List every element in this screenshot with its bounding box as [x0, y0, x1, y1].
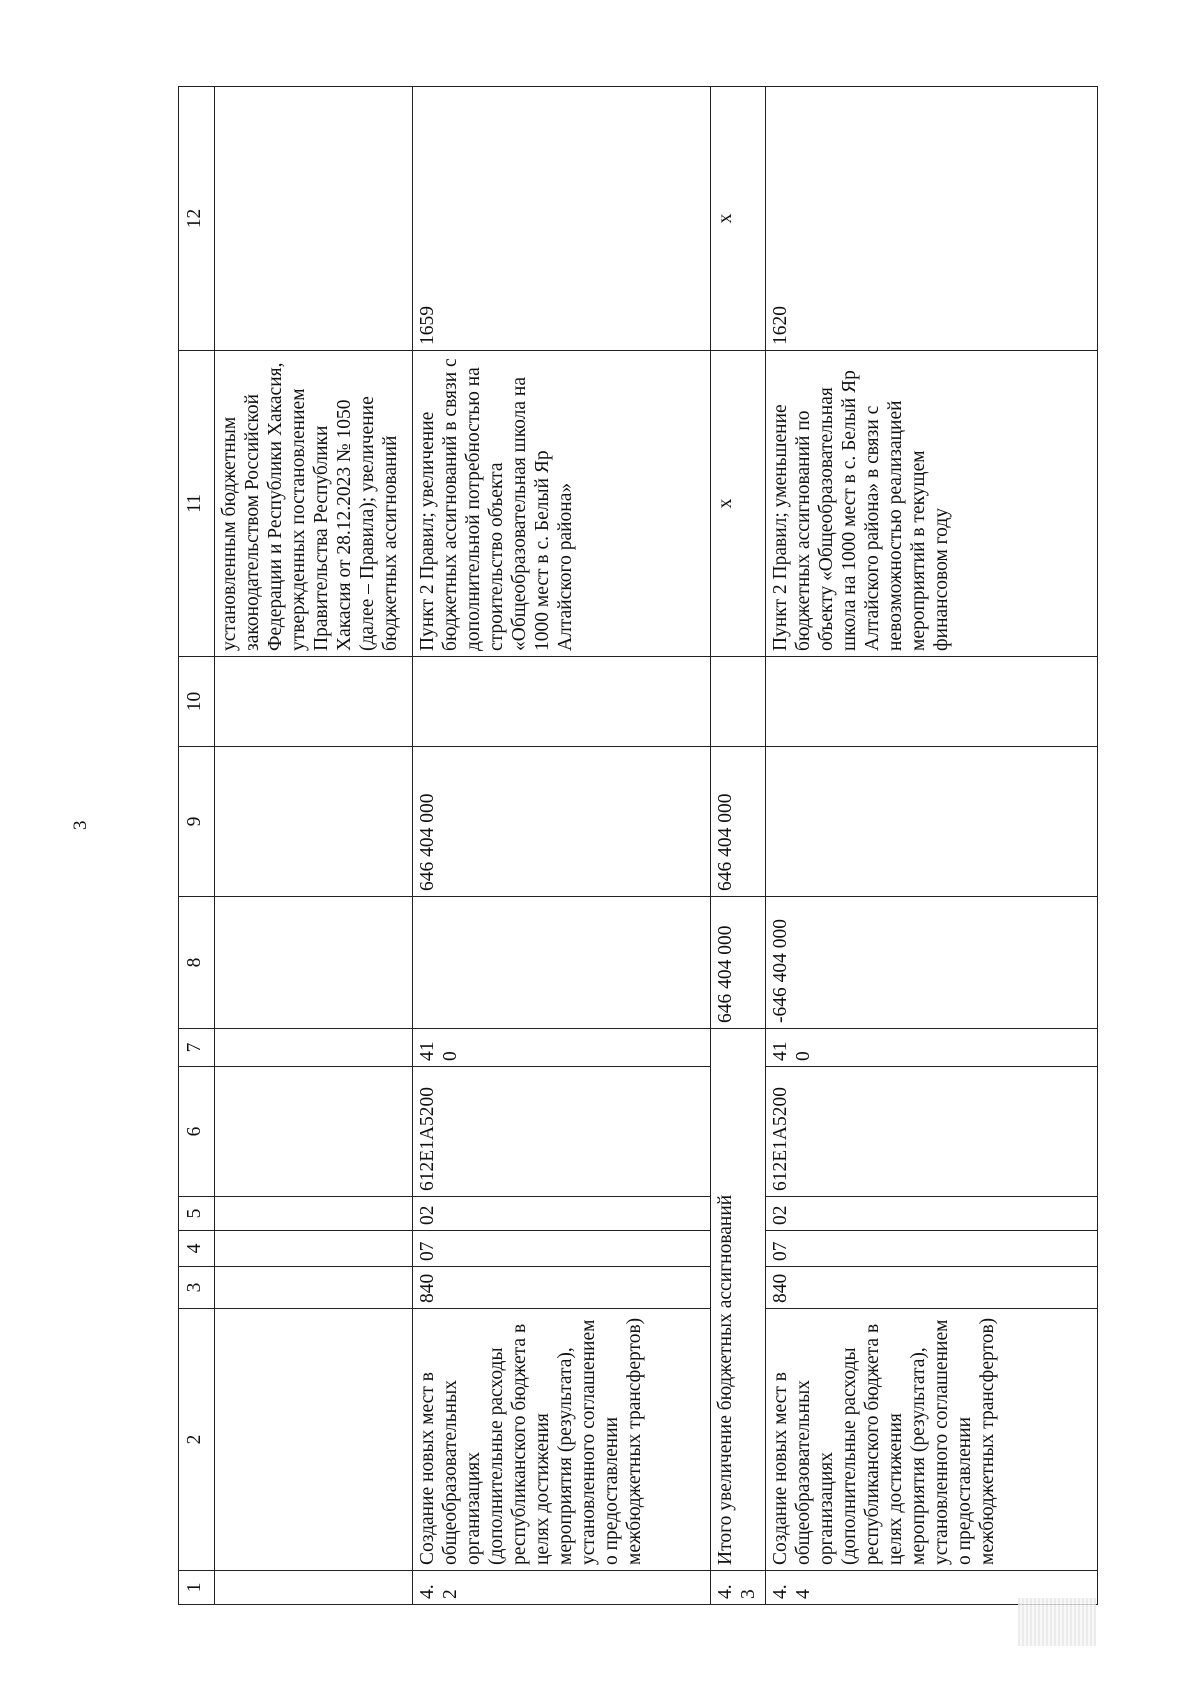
code-section: 07 [413, 1231, 711, 1267]
table-row-4-2 [413, 87, 711, 1605]
total-col-9: 646 404 000 [711, 747, 766, 897]
header-cell-8: 8 [179, 897, 215, 1029]
header-cell-5: 5 [179, 1197, 215, 1231]
code-section: 07 [766, 1231, 1098, 1267]
table-row-4-3 [711, 87, 766, 1605]
reference-number: 1659 [413, 87, 711, 351]
basis-text: Пункт 2 Правил; уменьшение бюджетных ассигнований по объекту «Общеобразовательная школа на 1000 мест в с. Белый Яр Алтайского района» в связи с невозможностью реализацией мероприятий в текущем финансовом году [766, 351, 1098, 657]
total-col-11: х [711, 351, 766, 657]
code-target-article: 612Е1А5200 [766, 1067, 1098, 1197]
code-expense-type: 410 [413, 1029, 711, 1067]
header-cell-1: 1 [179, 1571, 215, 1605]
expense-description: Создание новых мест в общеобразовательных организациях (дополнительные расходы республиканского бюджета в целях достижения мероприятия (результата), установленного соглашением о предоставлении межбюджетных трансфертов) [413, 1309, 711, 1571]
total-col-12: х [711, 87, 766, 351]
code-subsection: 02 [413, 1197, 711, 1231]
amount-col-8: -646 404 000 [766, 897, 1098, 1029]
amount-col-9: 646 404 000 [413, 747, 711, 897]
header-cell-7: 7 [179, 1029, 215, 1067]
header-cell-10: 10 [179, 657, 215, 747]
budget-table [178, 86, 1098, 1605]
code-ministry: 840 [413, 1267, 711, 1309]
header-cell-9: 9 [179, 747, 215, 897]
expense-description: Создание новых мест в общеобразовательных организациях (дополнительные расходы республиканского бюджета в целях достижения мероприятия (результата), установленного соглашением о предоставлении межбюджетных трансфертов) [766, 1309, 1098, 1571]
row-number: 4.2 [413, 1571, 711, 1605]
code-expense-type: 410 [766, 1029, 1098, 1067]
header-row [179, 87, 215, 1605]
amount-col-8 [413, 897, 711, 1029]
stamp-mark [1018, 1598, 1096, 1646]
total-label: Итого увеличение бюджетных ассигнований [711, 1029, 766, 1571]
total-col-10 [711, 657, 766, 747]
reference-number: 1620 [766, 87, 1098, 351]
amount-col-10 [413, 657, 711, 747]
code-target-article: 612Е1А5200 [413, 1067, 711, 1197]
header-cell-4: 4 [179, 1231, 215, 1267]
header-cell-6: 6 [179, 1067, 215, 1197]
rotated-table-container [178, 87, 1098, 1605]
basis-text: Пункт 2 Правил; увеличение бюджетных ассигнований в связи с дополнительной потребностью на строительство объекта «Общеобразовательная школа на 1000 мест в с. Белый Яр Алтайского района» [413, 351, 711, 657]
row-number: 4.4 [766, 1571, 1098, 1605]
amount-col-10 [766, 657, 1098, 747]
header-cell-11: 11 [179, 351, 215, 657]
header-cell-2: 2 [179, 1309, 215, 1571]
total-col-8: 646 404 000 [711, 897, 766, 1029]
amount-col-9 [766, 747, 1098, 897]
code-ministry: 840 [766, 1267, 1098, 1309]
row-number: 4.3 [711, 1571, 766, 1605]
page-number: 3 [70, 820, 91, 830]
header-cell-12: 12 [179, 87, 215, 351]
code-subsection: 02 [766, 1197, 1098, 1231]
table-row-4-4 [766, 87, 1098, 1605]
header-cell-3: 3 [179, 1267, 215, 1309]
table-row-continuation [215, 87, 413, 1605]
cont-basis-text: установленным бюджетным законодательством Российской Федерации и Республики Хакасия, утвержденных постановлением Правительства Республики Хакасия от 28.12.2023 № 1050 (далее – Правила); увеличение бюджетных ассигнований [215, 351, 413, 657]
